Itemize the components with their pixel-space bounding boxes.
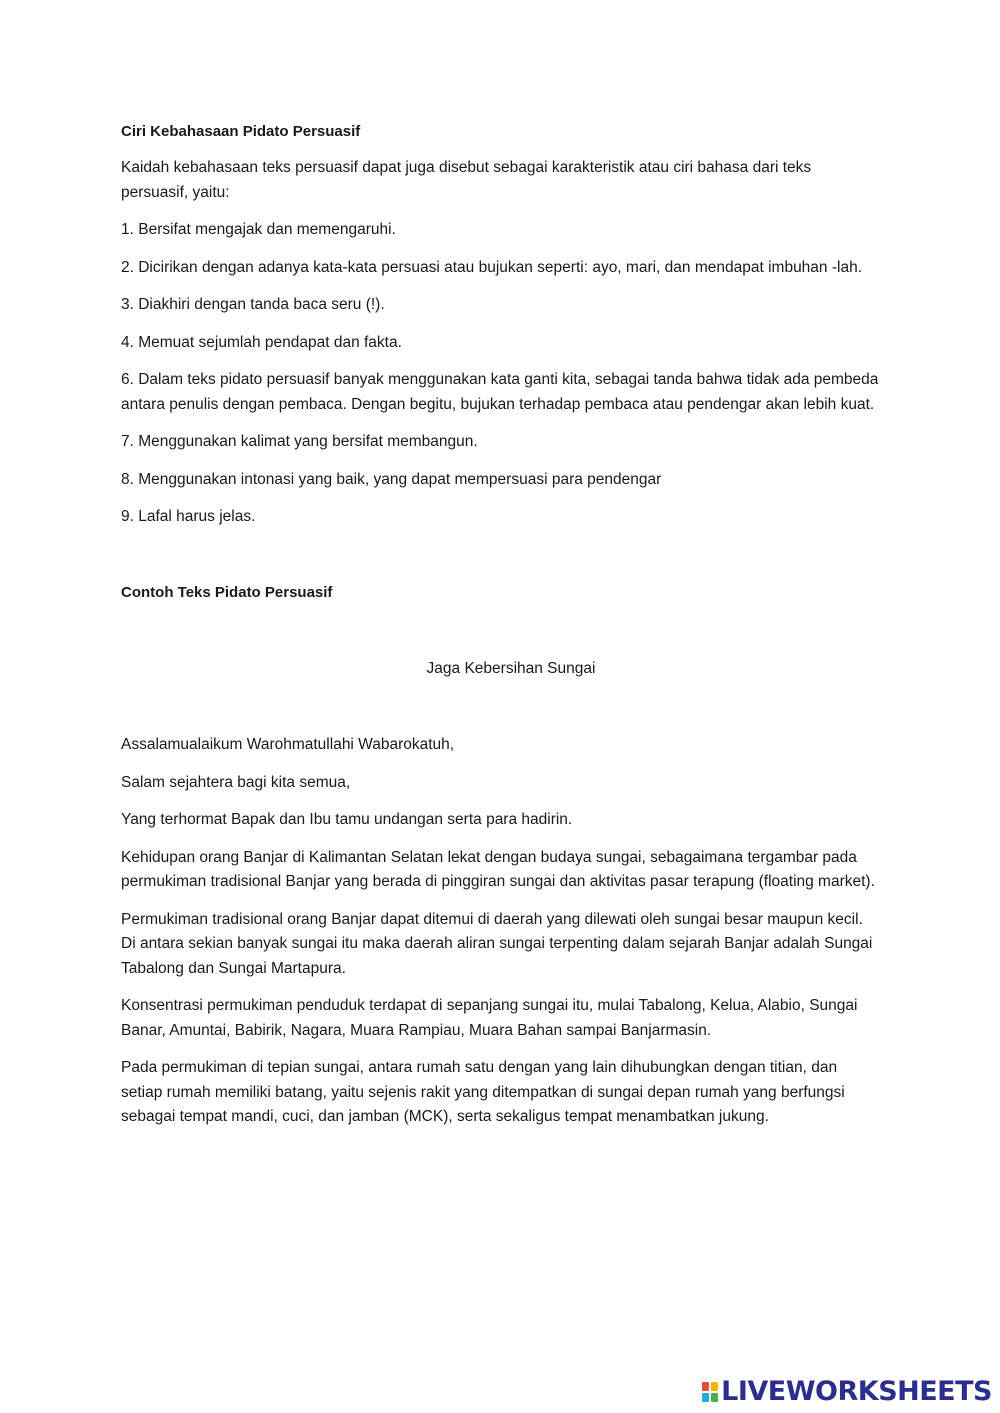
logo-mark-icon xyxy=(702,1382,718,1402)
list-item: 3. Diakhiri dengan tanda baca seru (!). xyxy=(121,296,385,313)
greeting-line: Yang terhormat Bapak dan Ibu tamu undangan serta para hadirin. xyxy=(121,811,573,828)
body-paragraph: Kehidupan orang Banjar di Kalimantan Selatan lekat dengan budaya sungai, sebagaimana tergambar pada permukiman tradisional Banjar yang berada di pinggiran sungai dan aktivitas pasar terapung (floating market). xyxy=(121,848,875,890)
speech-title: Jaga Kebersihan Sungai xyxy=(426,659,596,677)
body-paragraph: Permukiman tradisional orang Banjar dapat ditemui di daerah yang dilewati oleh sungai besar maupun kecil. Di antara sekian banyak sungai itu maka daerah aliran sungai terpenting dalam sejarah Banjar adalah Sungai Tabalong dan Sungai Martapura. xyxy=(121,910,873,977)
section-heading-contoh: Contoh Teks Pidato Persuasif xyxy=(121,583,333,601)
list-item: 7. Menggunakan kalimat yang bersifat membangun. xyxy=(121,433,478,450)
list-item: 2. Dicirikan dengan adanya kata-kata persuasi atau bujukan seperti: ayo, mari, dan mendapat imbuhan -lah. xyxy=(121,258,863,276)
list-item: 4. Memuat sejumlah pendapat dan fakta. xyxy=(121,333,402,351)
list-item: 6. Dalam teks pidato persuasif banyak menggunakan kata ganti kita, sebagai tanda bahwa tidak ada pembeda antara penulis dengan pembaca. Dengan begitu, bujukan terhadap pembaca atau pendengar akan lebih kuat. xyxy=(121,371,879,413)
logo-text: LIVEWORKSHEETS xyxy=(721,1376,992,1407)
section-heading-ciri: Ciri Kebahasaan Pidato Persuasif xyxy=(121,123,361,140)
liveworksheets-logo[interactable] xyxy=(702,1376,992,1407)
greeting-line: Salam sejahtera bagi kita semua, xyxy=(121,773,351,791)
list-item: 9. Lafal harus jelas. xyxy=(121,508,256,525)
body-paragraph: Pada permukiman di tepian sungai, antara rumah satu dengan yang lain dihubungkan dengan titian, dan setiap rumah memiliki batang, yaitu sejenis rakit yang ditempatkan di sungai depan rumah yang berfungsi sebagai tempat mandi, cuci, dan jamban (MCK), serta sekaligus tempat menambatkan jukung. xyxy=(121,1059,845,1125)
list-item: 8. Menggunakan intonasi yang baik, yang dapat mempersuasi para pendengar xyxy=(121,470,662,488)
list-item: 1. Bersifat mengajak dan memengaruhi. xyxy=(121,221,396,238)
body-paragraph: Konsentrasi permukiman penduduk terdapat di sepanjang sungai itu, mulai Tabalong, Kelua, Alabio, Sungai Banar, Amuntai, Babirik, Nagara, Muara Rampiau, Muara Bahan sampai Banjarmasin. xyxy=(121,997,858,1039)
document-page xyxy=(121,120,881,1130)
greeting-line: Assalamualaikum Warohmatullahi Wabarokatuh, xyxy=(121,736,455,753)
intro-paragraph: Kaidah kebahasaan teks persuasif dapat juga disebut sebagai karakteristik atau ciri bahasa dari teks persuasif, yaitu: xyxy=(121,159,812,201)
